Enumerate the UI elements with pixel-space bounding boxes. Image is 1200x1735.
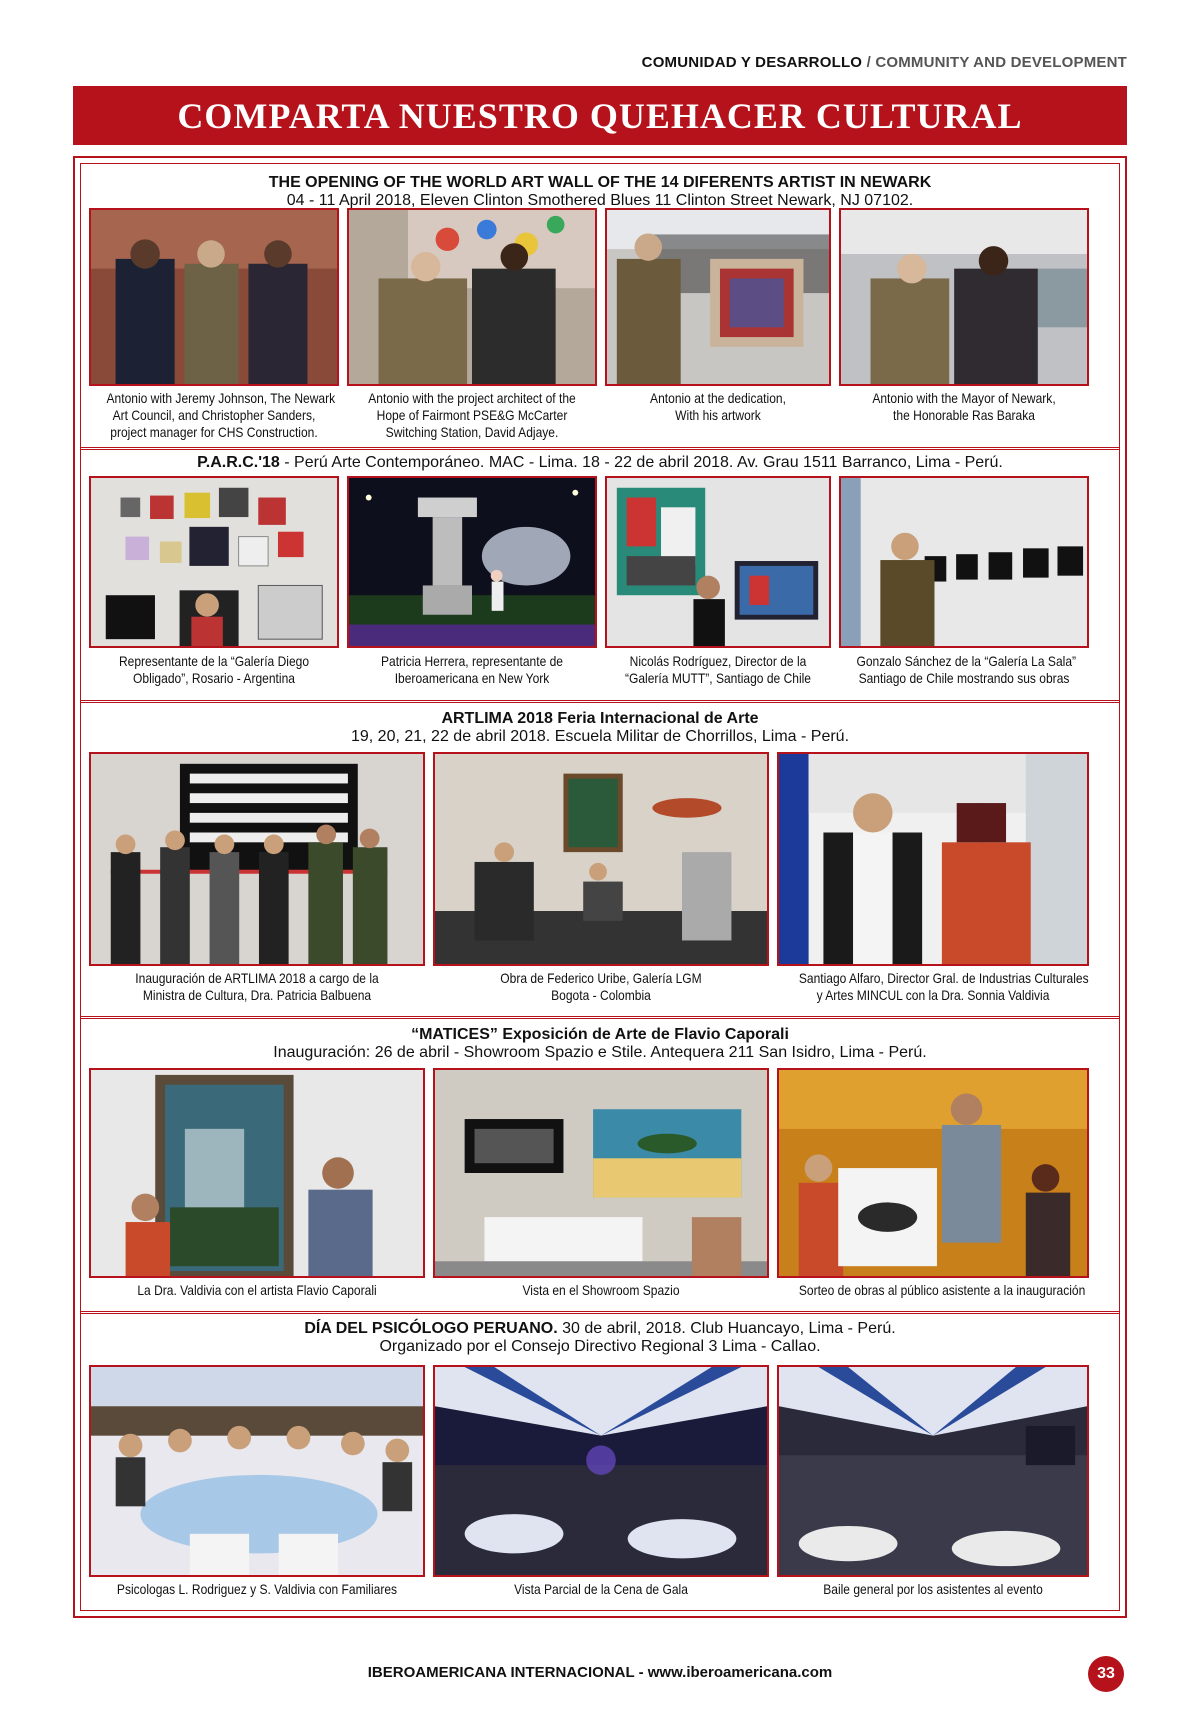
- event-photo: [347, 476, 597, 648]
- event-photo: [605, 476, 831, 648]
- event-photo: [433, 752, 769, 966]
- section-label-es: COMUNIDAD Y DESARROLLO: [641, 54, 863, 71]
- event-photo: [89, 208, 339, 386]
- footer-text: IBEROAMERICANA INTERNACIONAL - www.iberoamericana.com: [367, 1664, 833, 1681]
- photo-caption: La Dra. Valdivia con el artista Flavio Caporali: [137, 1282, 377, 1298]
- event-subtitle: 30 de abril, 2018. Club Huancayo, Lima - Perú.: [557, 1320, 896, 1337]
- event-photo: [605, 208, 831, 386]
- photo-caption: Psicologas L. Rodriguez y S. Valdivia con Familiares: [116, 1581, 398, 1597]
- event-header: [81, 1026, 1119, 1062]
- event-divider: [81, 1016, 1119, 1019]
- event-subtitle: 19, 20, 21, 22 de abril 2018. Escuela Militar de Chorrillos, Lima - Perú.: [350, 728, 850, 745]
- event-divider: [81, 700, 1119, 703]
- photo-caption: Obra de Federico Uribe, Galería LGM Bogota - Colombia: [500, 970, 702, 1003]
- photo-caption: Vista Parcial de la Cena de Gala: [514, 1581, 688, 1597]
- photo-caption: Representante de la “Galería Diego Obligado”, Rosario - Argentina: [118, 653, 310, 686]
- section-label: [642, 54, 1127, 71]
- event-subtitle-2: Organizado por el Consejo Directivo Regional 3 Lima - Callao.: [379, 1338, 821, 1355]
- event-photo: [777, 1365, 1089, 1577]
- event-photo: [433, 1365, 769, 1577]
- photo-caption: Inauguración de ARTLIMA 2018 a cargo de la Ministra de Cultura, Dra. Patricia Balbuena: [135, 970, 379, 1003]
- event-photo: [89, 1068, 425, 1278]
- event-photo: [777, 1068, 1089, 1278]
- photo-caption: Santiago Alfaro, Director Gral. de Industrias Culturales y Artes MINCUL con la Dra. Sonnia Valdivia: [798, 970, 1089, 1003]
- section-label-en: COMMUNITY AND DEVELOPMENT: [875, 54, 1127, 71]
- event-photo: [433, 1068, 769, 1278]
- event-photo: [89, 1365, 425, 1577]
- event-title: DÍA DEL PSICÓLOGO PERUANO.: [304, 1320, 558, 1337]
- event-header: [81, 1320, 1119, 1356]
- event-header: [81, 710, 1119, 746]
- event-photo: [839, 476, 1089, 648]
- photo-caption: Baile general por los asistentes al evento: [823, 1581, 1043, 1597]
- event-divider: [81, 1311, 1119, 1314]
- event-photo: [347, 208, 597, 386]
- content-frame: [73, 156, 1127, 1618]
- photo-caption: Patricia Herrera, representante de Iberoamericana en New York: [380, 653, 564, 686]
- photo-caption: Antonio with Jeremy Johnson, The Newark Art Council, and Christopher Sanders, project manager for CHS Construction.: [106, 390, 336, 440]
- page-title: COMPARTA NUESTRO QUEHACER CULTURAL: [177, 95, 1023, 136]
- event-title: ARTLIMA 2018 Feria Internacional de Arte: [441, 710, 759, 727]
- event-header: [81, 454, 1119, 472]
- section-label-separator: /: [866, 54, 871, 71]
- photo-caption: Gonzalo Sánchez de la “Galería La Sala” Santiago de Chile mostrando sus obras: [856, 653, 1077, 686]
- photo-caption: Antonio with the Mayor of Newark, the Honorable Ras Baraka: [872, 390, 1056, 423]
- title-banner: [73, 86, 1127, 145]
- photo-caption: Sorteo de obras al público asistente a la inauguración: [798, 1282, 1086, 1298]
- event-photo: [89, 476, 339, 648]
- photo-caption: Nicolás Rodríguez, Director de la “Galería MUTT”, Santiago de Chile: [624, 653, 812, 686]
- event-photo: [777, 752, 1089, 966]
- event-subtitle: - Perú Arte Contemporáneo. MAC - Lima. 18 - 22 de abril 2018. Av. Grau 1511 Barranco, Lima - Perú.: [279, 454, 1003, 471]
- photo-caption: Vista en el Showroom Spazio: [522, 1282, 680, 1298]
- event-photo: [89, 752, 425, 966]
- event-title: P.A.R.C.'18: [197, 454, 280, 471]
- event-divider: [81, 447, 1119, 450]
- event-subtitle: Inauguración: 26 de abril - Showroom Spazio e Stile. Antequera 211 San Isidro, Lima - Perú.: [273, 1044, 927, 1061]
- event-header: [81, 174, 1119, 210]
- content-inner-frame: [80, 163, 1120, 1611]
- event-title: “MATICES” Exposición de Arte de Flavio Caporali: [411, 1026, 789, 1043]
- event-title: THE OPENING OF THE WORLD ART WALL OF THE 14 DIFERENTS ARTIST IN NEWARK: [268, 174, 932, 191]
- page-number: 33: [1088, 1656, 1124, 1692]
- photo-caption: Antonio at the dedication, With his artwork: [650, 390, 786, 423]
- event-photo: [839, 208, 1089, 386]
- photo-caption: Antonio with the project architect of the Hope of Fairmont PSE&G McCarter Switching Station, David Adjaye.: [368, 390, 576, 440]
- event-subtitle: 04 - 11 April 2018, Eleven Clinton Smothered Blues 11 Clinton Street Newark, NJ 07102.: [286, 192, 914, 209]
